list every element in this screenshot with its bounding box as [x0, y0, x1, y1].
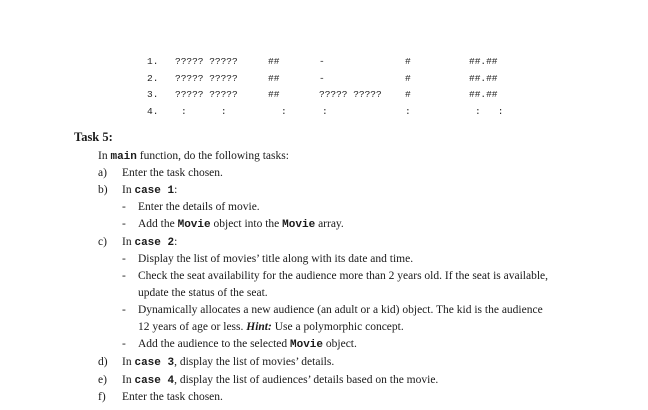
row-name: ????? ?????	[175, 89, 238, 100]
sample-output-table	[147, 56, 567, 122]
row-one: #	[405, 72, 411, 84]
row-extra: ????? ?????	[319, 89, 382, 100]
row-dash: -	[319, 72, 325, 84]
item-b-post: :	[174, 184, 178, 196]
intro-text-post: function, do the following tasks:	[136, 150, 289, 162]
row-number: 3.	[147, 89, 159, 100]
row-dash: -	[319, 56, 325, 67]
item-d-code: case 3	[134, 357, 175, 369]
item-e-text	[122, 374, 438, 387]
item-f-marker: f)	[98, 391, 106, 403]
item-a-text: Enter the task chosen.	[122, 167, 223, 179]
row-last: : :	[475, 105, 504, 117]
item-d-pre: In	[122, 356, 135, 368]
task-intro	[98, 150, 289, 163]
item-b2-pre: Add the	[138, 218, 178, 230]
row-one: :	[405, 105, 411, 117]
item-b2-code2: Movie	[282, 219, 316, 231]
item-c3-text-line1: Dynamically allocates a new audience (an adult or a kid) object. The kid is the audience	[138, 304, 543, 316]
item-b2-code1: Movie	[177, 219, 211, 231]
item-c-marker: c)	[98, 236, 107, 248]
item-e-marker: e)	[98, 374, 107, 386]
item-c4-post: object.	[323, 338, 357, 350]
item-e-code: case 4	[134, 375, 175, 387]
item-d-post: , display the list of movies’ details.	[174, 356, 335, 368]
item-d-marker: d)	[98, 356, 108, 368]
bullet-dash: -	[122, 304, 126, 316]
item-c4-pre: Add the audience to the selected	[138, 338, 290, 350]
intro-code: main	[110, 151, 137, 163]
item-c-pre: In	[122, 236, 135, 248]
item-c4-text	[138, 338, 357, 351]
row-hash: ##	[268, 56, 280, 67]
row-one: #	[405, 89, 411, 100]
item-c2-text-line2: update the status of the seat.	[138, 287, 268, 299]
output-row	[147, 89, 567, 106]
item-e-post: , display the list of audiences’ details based on the movie.	[174, 374, 439, 386]
row-one: #	[405, 56, 411, 67]
bullet-dash: -	[122, 253, 126, 265]
item-a-marker: a)	[98, 167, 107, 179]
item-c3-text-line2	[138, 321, 404, 333]
item-e-pre: In	[122, 374, 135, 386]
row-last: ##.##	[469, 72, 498, 84]
item-b2-mid: object into the	[210, 218, 283, 230]
item-c1-text: Display the list of movies’ title along with its date and time.	[138, 253, 414, 265]
item-b-code: case 1	[134, 185, 175, 197]
bullet-dash: -	[122, 270, 126, 282]
row-hash: :	[281, 105, 287, 117]
row-extra: :	[322, 105, 328, 117]
item-c-heading	[122, 236, 177, 249]
item-c-post: :	[174, 236, 178, 248]
row-number: 4.	[147, 105, 159, 117]
row-last: ##.##	[469, 89, 498, 100]
item-c4-code: Movie	[290, 339, 324, 351]
item-c3-hint: Hint:	[246, 321, 272, 333]
item-c3-post: Use a polymorphic concept.	[271, 321, 404, 333]
output-row	[147, 106, 567, 123]
output-row	[147, 56, 567, 73]
row-name: ????? ?????	[175, 56, 238, 67]
intro-text-pre: In	[98, 150, 111, 162]
output-row	[147, 73, 567, 90]
item-b1-text: Enter the details of movie.	[138, 201, 260, 213]
row-hash: ##	[268, 72, 280, 84]
item-c2-text-line1: Check the seat availability for the audience more than 2 years old. If the seat is available,	[138, 270, 549, 282]
row-number: 2.	[147, 72, 159, 84]
row-hash: ##	[268, 89, 280, 100]
item-b-pre: In	[122, 184, 135, 196]
row-name: : :	[181, 105, 227, 117]
item-b-heading	[122, 184, 177, 197]
bullet-dash: -	[122, 338, 126, 350]
item-d-text	[122, 356, 334, 369]
item-b-marker: b)	[98, 184, 108, 196]
item-b2-post: array.	[315, 218, 344, 230]
item-b2-text	[138, 218, 344, 231]
item-c3-pre: 12 years of age or less.	[138, 321, 247, 333]
item-c-code: case 2	[134, 237, 175, 249]
bullet-dash: -	[122, 218, 126, 230]
item-f-text: Enter the task chosen.	[122, 391, 223, 403]
task-title: Task 5:	[74, 130, 113, 144]
row-number: 1.	[147, 56, 159, 67]
row-last: ##.##	[469, 56, 498, 67]
bullet-dash: -	[122, 201, 126, 213]
row-name: ????? ?????	[175, 72, 238, 84]
